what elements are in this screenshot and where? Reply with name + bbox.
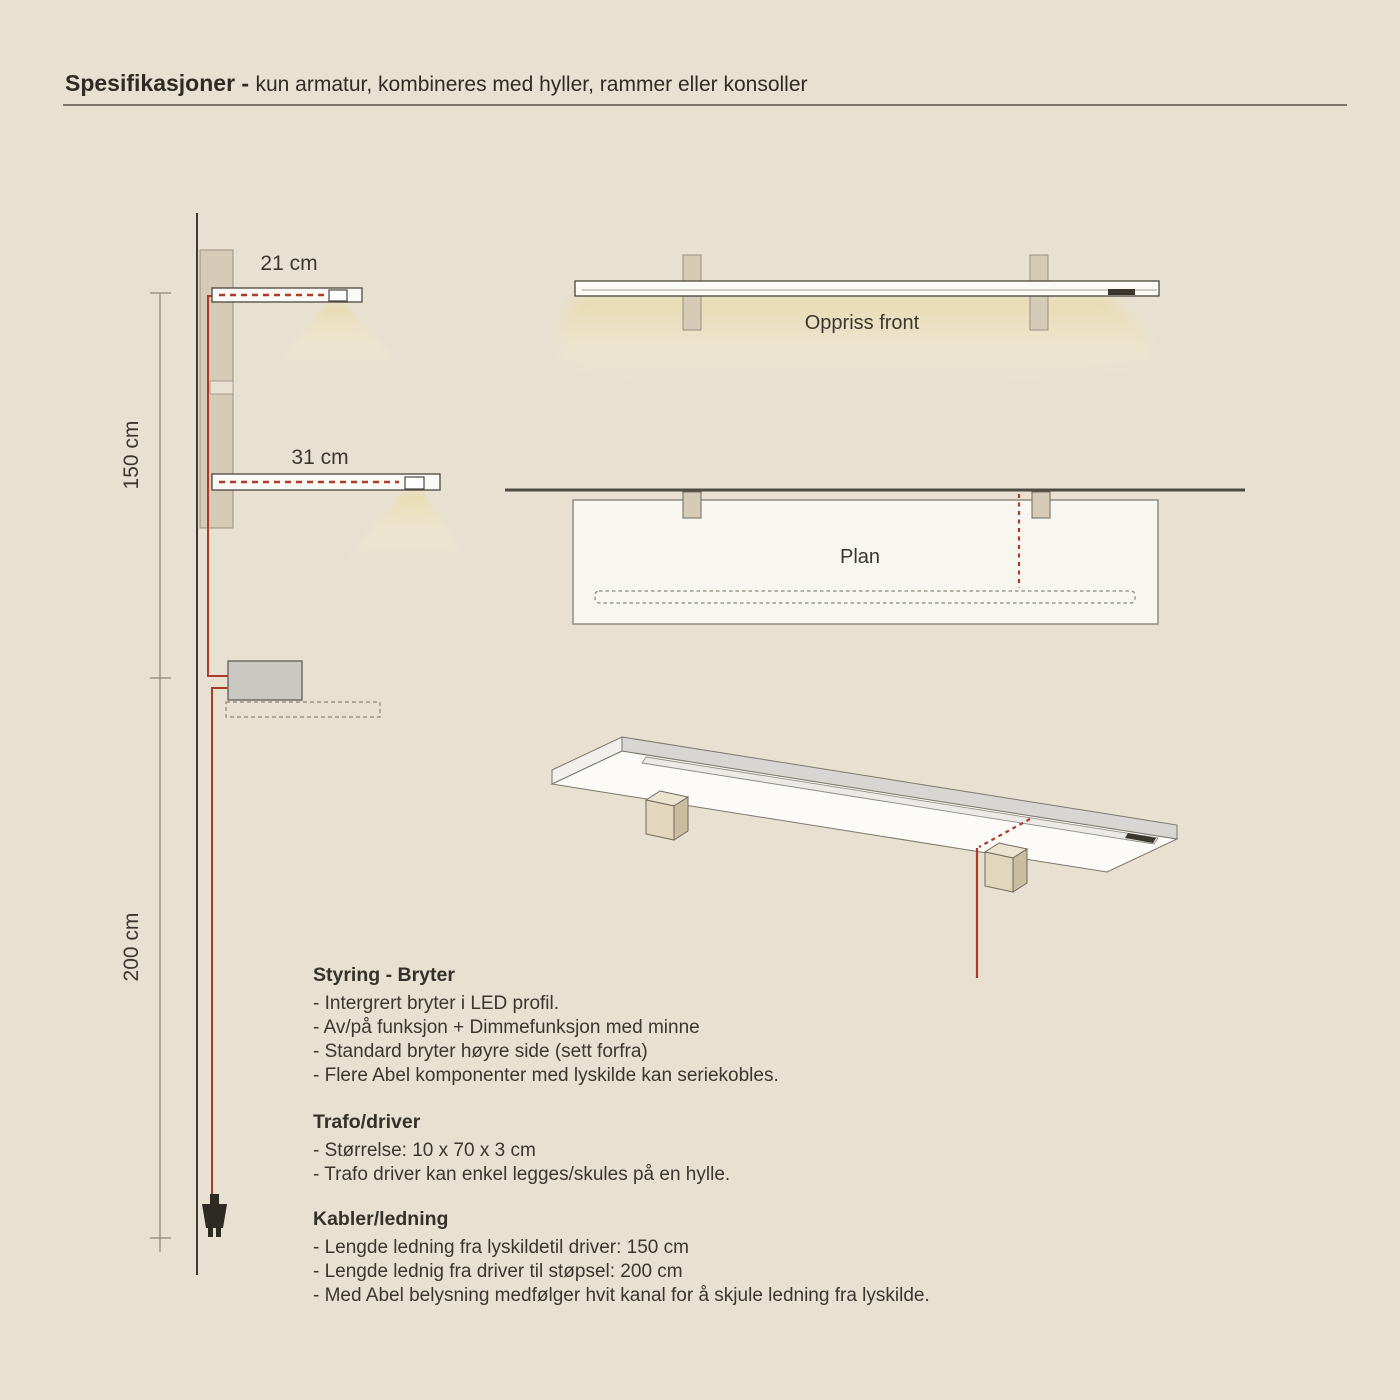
spec-line: - Trafo driver kan enkel legges/skules på en hylle. (313, 1164, 731, 1185)
light-cone-small-fixture (266, 304, 410, 376)
bracket-3d-right (985, 843, 1027, 892)
spec-section-title: Trafo/driver (313, 1111, 421, 1133)
power-plug-icon (202, 1194, 227, 1237)
label-plan: Plan (839, 546, 881, 568)
spec-line: - Lengde ledning fra lyskildetil driver: 150 cm (313, 1237, 689, 1258)
page-title-subtitle: kun armatur, kombineres med hyller, rammer eller konsoller (255, 73, 808, 96)
plug-body (202, 1204, 227, 1228)
plan-view-group (505, 490, 1245, 624)
spec-line: - Med Abel belysning medfølger hvit kanal for å skjule ledning fra lyskilde. (313, 1285, 930, 1306)
dimension-line (150, 293, 171, 1252)
label-150cm: 150 cm (120, 420, 143, 490)
integrated-switch (1108, 289, 1135, 295)
plug-prong-left (208, 1228, 213, 1237)
label-31cm: 31 cm (291, 446, 349, 469)
bracket-front-face (646, 800, 674, 840)
label-oppriss-front: Oppriss front (804, 312, 920, 334)
shelf-front-edge (575, 281, 1159, 296)
fixture-21cm (212, 288, 362, 302)
spec-line: - Flere Abel komponenter med lyskilde kan seriekobles. (313, 1065, 779, 1086)
spec-line: - Av/på funksjon + Dimmefunksjon med minne (313, 1017, 700, 1038)
spec-line: - Standard bryter høyre side (sett forfra) (313, 1041, 648, 1062)
bracket-3d-left (646, 791, 688, 840)
page-title-bold: Spesifikasjoner - (65, 70, 256, 96)
spec-line: - Størrelse: 10 x 70 x 3 cm (313, 1140, 536, 1161)
trafo-driver-box (228, 661, 302, 700)
plug-prong-right (216, 1228, 221, 1237)
plug-neck (210, 1194, 219, 1205)
spec-section-title: Kabler/ledning (313, 1208, 449, 1230)
spec-section-kabler-ledning (313, 1207, 930, 1308)
label-200cm: 200 cm (120, 912, 143, 982)
light-cone-large-fixture (339, 492, 473, 568)
bracket-front-face (985, 852, 1013, 892)
spec-line: - Lengde lednig fra driver til støpsel: 200 cm (313, 1261, 683, 1282)
trafo-driver-flat-outline (226, 702, 380, 717)
bracket-plan-left (683, 492, 701, 518)
label-21cm: 21 cm (260, 252, 318, 275)
cable-driver-to-plug (212, 688, 228, 1194)
spec-section-trafo-driver (313, 1110, 730, 1187)
spec-section-styring-bryter (313, 963, 779, 1088)
spec-section-title: Styring - Bryter (313, 964, 455, 986)
fixture-31cm (212, 474, 440, 490)
perspective-view-group (552, 737, 1177, 978)
batten-joint-notch (210, 381, 233, 394)
bracket-plan-right (1032, 492, 1050, 518)
integrated-switch (405, 477, 424, 489)
integrated-switch (329, 290, 347, 301)
spec-line: - Intergrert bryter i LED profil. (313, 993, 560, 1014)
shelf-light-glow (558, 296, 1154, 388)
front-elevation-group (558, 255, 1159, 388)
